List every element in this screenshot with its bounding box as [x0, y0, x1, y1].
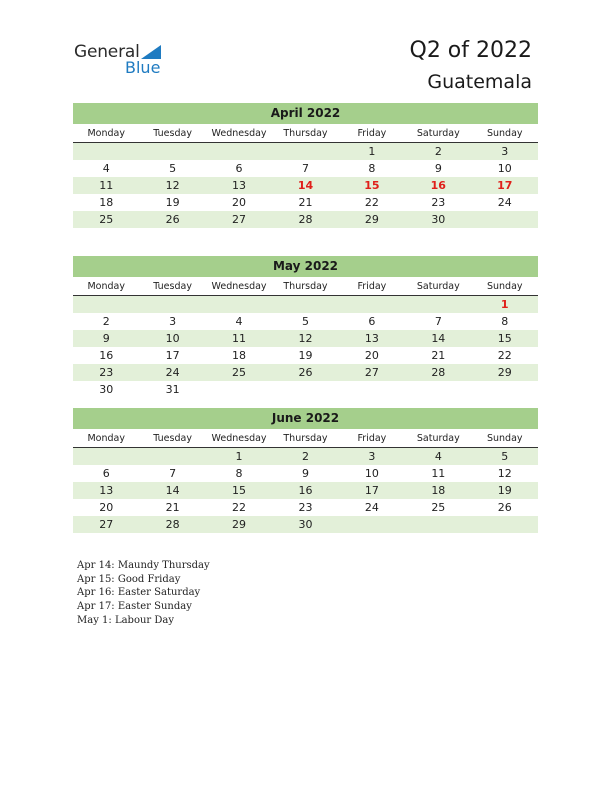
day-cell: 6: [102, 467, 110, 480]
day-cell: 19: [298, 349, 313, 362]
day-cell: 8: [368, 162, 376, 175]
day-cell: [206, 296, 272, 313]
day-cell: 6: [368, 315, 376, 328]
day-cell: 3: [501, 145, 509, 158]
day-cell: [339, 381, 405, 398]
day-cell: [472, 516, 538, 533]
week-row: [73, 211, 538, 228]
weekday-label: Tuesday: [153, 128, 192, 139]
weekday-label: Friday: [357, 128, 387, 139]
day-cell: 25: [431, 501, 446, 514]
day-cell: 8: [235, 467, 243, 480]
day-cell: 27: [99, 518, 114, 531]
week-row: [73, 296, 538, 313]
week-row: [73, 448, 538, 465]
week-row: [73, 499, 538, 516]
day-cell: 21: [431, 349, 446, 362]
weekday-row: [73, 278, 538, 296]
day-cell: 25: [99, 213, 114, 226]
day-cell: 3: [169, 315, 177, 328]
week-row: [73, 381, 538, 398]
month-header: May 2022: [73, 256, 538, 278]
week-row: [73, 313, 538, 330]
day-cell: 14: [431, 332, 446, 345]
weekday-label: Saturday: [416, 281, 460, 292]
weekday-label: Friday: [357, 281, 387, 292]
weekday-label: Wednesday: [211, 128, 267, 139]
month-may: [73, 256, 538, 398]
day-cell: 17: [165, 349, 180, 362]
day-cell: 8: [501, 315, 509, 328]
day-cell: 16: [99, 349, 114, 362]
day-cell: 26: [298, 366, 313, 379]
month-header: June 2022: [73, 408, 538, 430]
week-row: [73, 160, 538, 177]
day-cell: 12: [298, 332, 313, 345]
day-cell: 9: [102, 332, 110, 345]
weekday-row: [73, 430, 538, 448]
weekday-label: Monday: [87, 433, 125, 444]
holiday-note: Apr 16: Easter Saturday: [77, 587, 201, 599]
day-cell: 6: [235, 162, 243, 175]
day-cell: 21: [298, 196, 313, 209]
day-cell: 12: [497, 467, 512, 480]
day-cell: [405, 296, 471, 313]
day-cell: 28: [431, 366, 446, 379]
logo-text-blue: Blue: [125, 58, 161, 77]
day-cell: 16: [298, 484, 313, 497]
day-cell: 13: [232, 179, 247, 192]
day-cell: 23: [99, 366, 114, 379]
day-cell: 27: [232, 213, 247, 226]
day-cell: 10: [497, 162, 512, 175]
weekday-label: Thursday: [283, 128, 328, 139]
day-cell: [73, 296, 139, 313]
day-cell: 10: [364, 467, 379, 480]
day-cell: 22: [497, 349, 512, 362]
brand-logo: [74, 42, 174, 78]
day-cell: 20: [364, 349, 379, 362]
day-cell: 15: [364, 179, 380, 192]
weekday-label: Sunday: [486, 433, 523, 444]
day-cell: 29: [232, 518, 247, 531]
day-cell: 1: [235, 450, 243, 463]
day-cell: 26: [497, 501, 512, 514]
holiday-note: Apr 17: Easter Sunday: [77, 601, 192, 613]
holiday-note: Apr 15: Good Friday: [77, 573, 181, 585]
month-june: [73, 408, 538, 533]
week-row: [73, 347, 538, 364]
day-cell: 31: [165, 383, 180, 396]
day-cell: [206, 381, 272, 398]
day-cell: 29: [364, 213, 379, 226]
day-cell: [339, 296, 405, 313]
day-cell: 20: [99, 501, 114, 514]
day-cell: [272, 296, 338, 313]
weekday-label: Sunday: [486, 281, 523, 292]
day-cell: 7: [169, 467, 177, 480]
weekday-label: Thursday: [283, 281, 328, 292]
weekday-label: Monday: [87, 281, 125, 292]
day-cell: 11: [431, 467, 446, 480]
day-cell: 26: [165, 213, 180, 226]
weekday-label: Friday: [357, 433, 387, 444]
day-cell: 3: [368, 450, 376, 463]
day-cell: 1: [500, 298, 509, 311]
day-cell: [405, 381, 471, 398]
day-cell: [472, 211, 538, 228]
day-cell: 25: [232, 366, 247, 379]
day-cell: 23: [298, 501, 313, 514]
weekday-label: Wednesday: [211, 281, 267, 292]
day-cell: 24: [364, 501, 379, 514]
week-row: [73, 177, 538, 194]
page-title: Q2 of 2022: [409, 38, 532, 63]
day-cell: 5: [501, 450, 509, 463]
day-cell: [139, 143, 205, 160]
day-cell: 2: [102, 315, 110, 328]
weekday-label: Sunday: [486, 128, 523, 139]
day-cell: [472, 381, 538, 398]
day-cell: [206, 143, 272, 160]
day-cell: 28: [298, 213, 313, 226]
holiday-notes: [77, 559, 210, 627]
day-cell: 19: [497, 484, 512, 497]
day-cell: 29: [497, 366, 512, 379]
day-cell: 18: [232, 349, 247, 362]
day-cell: 22: [364, 196, 379, 209]
day-cell: 17: [364, 484, 379, 497]
day-cell: 24: [165, 366, 180, 379]
day-cell: 4: [434, 450, 442, 463]
weekday-label: Tuesday: [153, 281, 192, 292]
weekday-label: Tuesday: [153, 433, 192, 444]
day-cell: 17: [497, 179, 513, 192]
day-cell: 16: [430, 179, 446, 192]
day-cell: 15: [497, 332, 512, 345]
page-subtitle: Guatemala: [427, 71, 532, 93]
week-row: [73, 465, 538, 482]
week-row: [73, 364, 538, 381]
month-header: April 2022: [73, 103, 538, 125]
day-cell: 9: [434, 162, 442, 175]
day-cell: 27: [364, 366, 379, 379]
day-cell: [139, 296, 205, 313]
day-cell: [339, 516, 405, 533]
weekday-label: Wednesday: [211, 433, 267, 444]
day-cell: 14: [297, 179, 314, 192]
day-cell: 22: [232, 501, 247, 514]
day-cell: 7: [301, 162, 309, 175]
day-cell: 2: [434, 145, 442, 158]
day-cell: 15: [232, 484, 247, 497]
week-row: [73, 194, 538, 211]
day-cell: 5: [301, 315, 309, 328]
weekday-label: Saturday: [416, 128, 460, 139]
day-cell: 9: [301, 467, 309, 480]
day-cell: 11: [232, 332, 247, 345]
day-cell: 12: [165, 179, 180, 192]
day-cell: 10: [165, 332, 180, 345]
day-cell: 14: [165, 484, 180, 497]
week-row: [73, 482, 538, 499]
logo-triangle-icon: [141, 45, 161, 59]
day-cell: 24: [497, 196, 512, 209]
day-cell: 5: [169, 162, 177, 175]
weekday-label: Thursday: [283, 433, 328, 444]
day-cell: 7: [434, 315, 442, 328]
day-cell: 11: [99, 179, 114, 192]
day-cell: 23: [431, 196, 446, 209]
week-row: [73, 330, 538, 347]
day-cell: 18: [99, 196, 114, 209]
day-cell: 30: [298, 518, 313, 531]
month-april: [73, 103, 538, 228]
day-cell: [272, 381, 338, 398]
weekday-label: Saturday: [416, 433, 460, 444]
day-cell: [272, 143, 338, 160]
day-cell: 30: [99, 383, 114, 396]
day-cell: [73, 448, 139, 465]
day-cell: 30: [431, 213, 446, 226]
day-cell: 2: [301, 450, 309, 463]
holiday-note: May 1: Labour Day: [77, 614, 174, 626]
day-cell: 13: [364, 332, 379, 345]
weekday-label: Monday: [87, 128, 125, 139]
week-row: [73, 143, 538, 160]
weekday-row: [73, 125, 538, 143]
day-cell: [405, 516, 471, 533]
day-cell: 1: [368, 145, 376, 158]
week-row: [73, 516, 538, 533]
day-cell: 28: [165, 518, 180, 531]
day-cell: 21: [165, 501, 180, 514]
day-cell: 19: [165, 196, 180, 209]
logo-text-general: General: [74, 42, 140, 62]
day-cell: 4: [235, 315, 243, 328]
day-cell: [73, 143, 139, 160]
day-cell: 4: [102, 162, 110, 175]
holiday-note: Apr 14: Maundy Thursday: [77, 560, 210, 571]
day-cell: [139, 448, 205, 465]
day-cell: 20: [232, 196, 247, 209]
day-cell: 13: [99, 484, 114, 497]
day-cell: 18: [431, 484, 446, 497]
